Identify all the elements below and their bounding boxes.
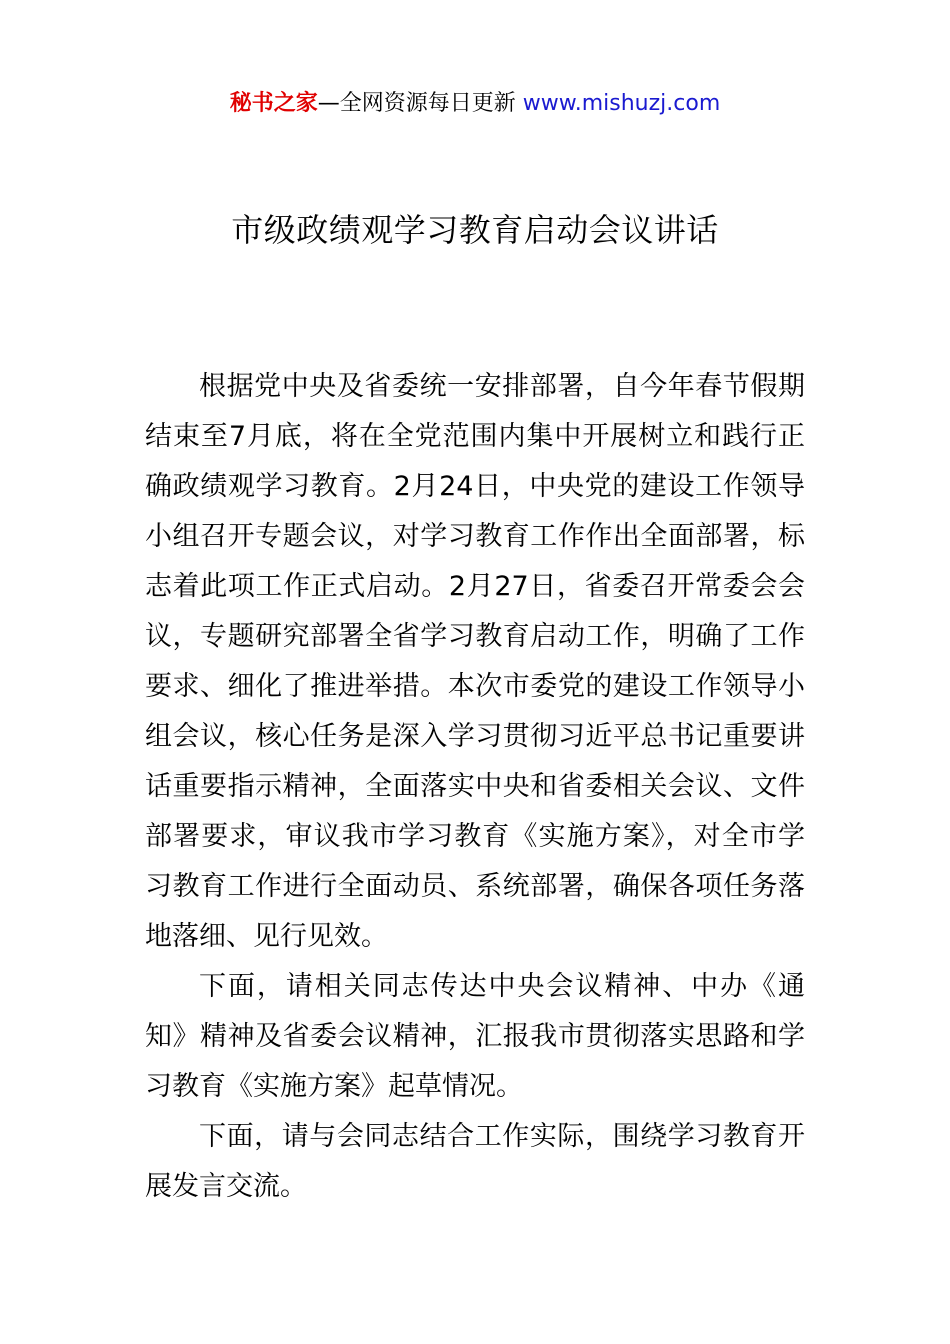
header-tagline: —全网资源每日更新 xyxy=(317,91,516,116)
paragraph-1: 根据党中央及省委统一安排部署，自今年春节假期结束至7月底，将在全党范围内集中开展树立和践行正确政绩观学习教育。2月24日，中央党的建设工作领导小组召开专题会议，对学习教育工作作出全面部署，标志着此项工作正式启动。2月27日，省委召开常委会会议，专题研究部署全省学习教育启动工作，明确了工作要求、细化了推进举措。本次市委党的建设工作领导小组会议，核心任务是深入学习贯彻习近平总书记重要讲话重要指示精神，全面落实中央和省委相关会议、文件部署要求，审议我市学习教育《实施方案》，对全市学习教育工作进行全面动员、系统部署，确保各项任务落地落细、见行见效。 xyxy=(145,371,805,952)
document-title: 市级政绩观学习教育启动会议讲话 xyxy=(231,211,719,249)
paragraph-3: 下面，请与会同志结合工作实际，围绕学习教育开展发言交流。 xyxy=(145,1121,805,1202)
site-header xyxy=(0,88,950,120)
brand-name: 秘书之家 xyxy=(229,91,318,116)
document-body xyxy=(145,362,805,1212)
paragraph-2: 下面，请相关同志传达中央会议精神、中办《通知》精神及省委会议精神，汇报我市贯彻落实思路和学习教育《实施方案》起草情况。 xyxy=(145,971,805,1102)
site-url-link[interactable]: www.mishuzj.com xyxy=(522,91,721,116)
